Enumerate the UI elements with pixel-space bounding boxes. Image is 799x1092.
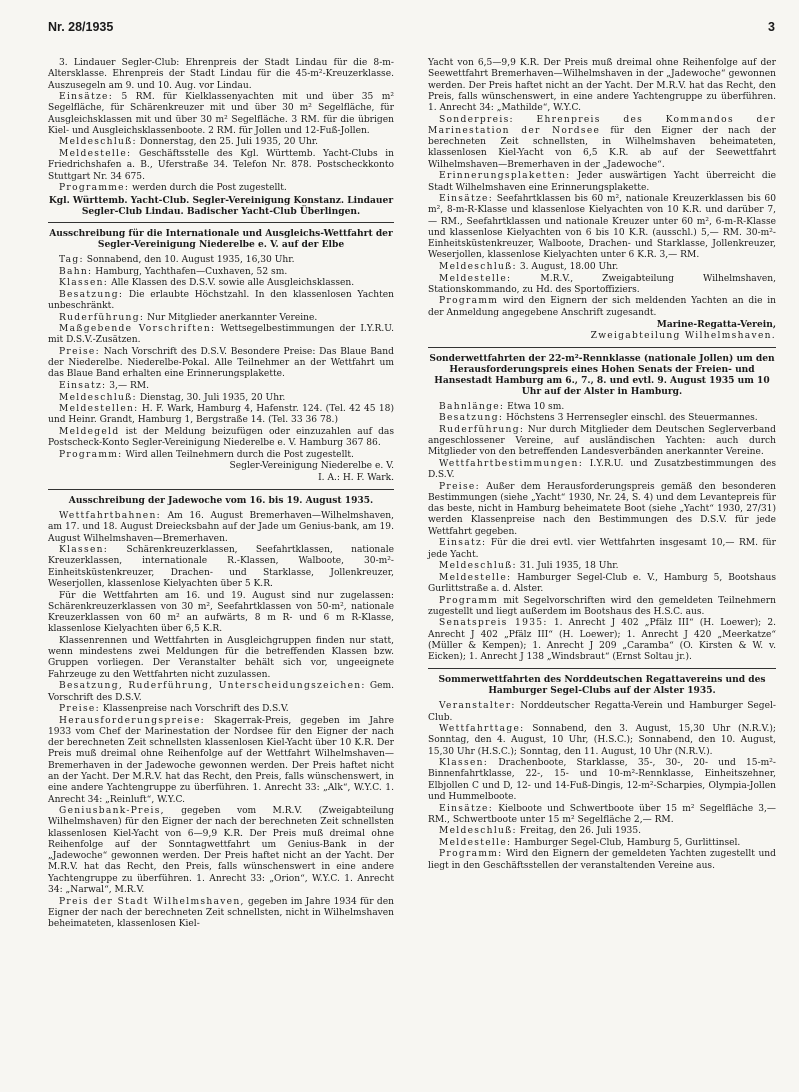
paragraph-text: Klassenpreise nach Vorschrift des D.S.V. [99, 704, 289, 715]
paragraph-text: I.Y.R.U. und Zusatzbestimmungen des D.S.V. [428, 458, 776, 481]
paragraph-label: Preise: [59, 704, 100, 715]
paragraph [48, 511, 394, 545]
paragraph-text: gegeben im Jahre 1934 für den Eigner der nach der berechneten Zeit schnellsten, nicht in Wilhelmshaven beheimateten, klassenlosen Kiel- [48, 896, 394, 930]
paragraph [48, 137, 394, 148]
paragraph [48, 461, 394, 472]
paragraph-text: 3,— RM. [106, 381, 150, 392]
paragraph [48, 267, 394, 278]
paragraph-text: Wird allen Teilnehmern durch die Post zugestellt. [122, 449, 354, 460]
lindau-section [48, 58, 394, 217]
paragraph [48, 681, 394, 704]
paragraph-label: Klassen: [59, 278, 109, 289]
paragraph-label: Preise: [439, 481, 480, 492]
paragraph [48, 313, 394, 324]
issue-number: Nr. 28/1935 [48, 20, 114, 34]
paragraph-label: Besatzung, Ruderführung, Unterscheidungszeichen: [59, 681, 366, 692]
paragraph-label: Meldegeld [59, 426, 120, 437]
page-number: 3 [768, 20, 775, 34]
paragraph [428, 596, 776, 619]
paragraph [428, 58, 776, 114]
elbe-section [48, 255, 394, 484]
paragraph [48, 58, 394, 92]
paragraph-text: werden durch die Post zugestellt. [129, 183, 287, 194]
paragraph-text: 5 RM. für Kielklassenyachten mit und über 35 m² Segelfläche, für Schärenkreuzer mit und über 30 m² Segelfläche, für Ausgleichsklassen mit und über 30 m² Segelfläche. 3 RM. für die übrigen Kiel- und Ausgleichsklassenboote. 2 RM. für Jollen und 12-Fuß-Jollen. [48, 92, 394, 136]
paragraph [428, 724, 776, 758]
paragraph-label: Besatzung: [439, 413, 504, 424]
paragraph-text: Die erlaubte Höchstzahl. In den klassenlosen Yachten unbeschränkt. [48, 289, 394, 311]
paragraph-label: Meldestellen: [59, 404, 139, 415]
paragraph-text: Am 16. August Bremerhaven—Wilhelmshaven, am 17. und 18. August Dreiecksbahn auf der Jade um Genius-bank, am 19. August Wilhelmshaven—Bremerhaven. [48, 511, 394, 544]
paragraph [428, 804, 776, 827]
paragraph-text: Sonnabend, den 10. August 1935, 16,30 Uhr. [83, 255, 295, 266]
paragraph-label: Senatspreis 1935: [439, 618, 548, 629]
paragraph-label: Geniusbank-Preis, [59, 806, 165, 817]
paragraph-label: Einsätze: [59, 92, 114, 103]
paragraph [428, 849, 776, 872]
paragraph-label: Einsätze: [439, 803, 494, 814]
paragraph-text: Marine-Regatta-Verein, [656, 319, 776, 331]
sonder-title: Sonderwettfahrten der 22-m²-Rennklasse (nationale Jollen) um den Herausforderungspreis eines Hohen Senats der Freien- und Hansestadt Hamburg am 6., 7., 8. und evtl. 9. August 1935 um 10 Uhr auf der Alster in Hamburg. [429, 353, 775, 397]
paragraph [48, 636, 394, 681]
paragraph-text: Skagerrak-Preis, gegeben im Jahre 1933 vom Chef der Marinestation der Nordsee für den Eigner der nach der berechneten Zeit schnellsten klassenlosen Kiel-Yacht über 10 K.R. Der Preis muß dreimal ohne Reihenfolge auf der Wettfahrt Wilhelmshaven—Bremerhaven in der Jadewoche gewonnen werden. Der Preis haftet nicht an der Yacht. Der M.R.V. hat das Recht, den Preis, falls wünschenswert, in eine andere Yachtengruppe zu überführen. 1. Anrecht 33: „Alk“, W.Y.C. 1. Anrecht 34: „Reinluft“, W.Y.C. [48, 715, 394, 805]
paragraph [428, 319, 776, 330]
paragraph [428, 262, 776, 273]
paragraph [428, 482, 776, 538]
paragraph [428, 701, 776, 724]
paragraph [48, 393, 394, 404]
paragraph-label: Meldeschluß: [59, 392, 137, 403]
paragraph-text: Kgl. Württemb. Yacht-Club. Segler-Vereinigung Konstanz. Lindauer Segler-Club Lindau. Badischer Yacht-Club Überlingen. [48, 194, 394, 217]
elbe-title: Ausschreibung für die Internationale und Ausgleichs-Wettfahrt der Segler-Vereinigung Niederelbe e. V. auf der Elbe [49, 228, 393, 251]
paragraph [428, 618, 776, 663]
paragraph-text: Geschäftsstelle des Kgl. Württemb. Yacht-Clubs in Friedrichshafen a. B., Uferstraße 34. Telefon Nr. 878. Postscheckkonto Stuttgart Nr. 34 675. [48, 149, 394, 182]
paragraph [48, 545, 394, 590]
paragraph-text: Drachenboote, Starklasse, 35-, 30-, 20- und 15-m²-Binnenfahrtklasse, 22-, 15- und 10-m²-Rennklasse, Einheitszehner, Elbjollen C und D, 12- und 14-Fuß-Dingis, 12-m²-Scharpies, Olympia-Jollen und Hummelboote. [428, 758, 776, 802]
section-divider [48, 222, 394, 223]
paragraph [428, 425, 776, 459]
paragraph [48, 278, 394, 289]
paragraph-label: Preis der Stadt Wilhelmshaven, [59, 896, 245, 907]
paragraph [48, 324, 394, 347]
paragraph [48, 92, 394, 137]
paragraph [428, 331, 776, 342]
section-divider [428, 347, 776, 348]
paragraph [428, 826, 776, 837]
paragraph-text: Norddeutscher Regatta-Verein und Hamburger Segel-Club. [428, 701, 776, 723]
paragraph-text: Für die drei evtl. vier Wettfahrten insgesamt 10,— RM. für jede Yacht. [428, 538, 776, 560]
paragraph-text: M.R.V., Zweigabteilung Wilhelmshaven, Stationskommando, zu Hd. des Sportoffiziers. [428, 273, 776, 295]
paragraph-text: ist der Meldung beizufügen oder einzuzahlen auf das Postscheck-Konto Segler-Vereinigung Niederelbe e. V. Hamburg 367 86. [48, 426, 394, 449]
paragraph-text: Freitag, den 26. Juli 1935. [516, 826, 641, 837]
paragraph-text: Wettsegelbestimmungen der I.Y.R.U. mit D.S.V.-Zusätzen. [48, 324, 394, 346]
paragraph-text: Nach Vorschrift des D.S.V. Besondere Preise: Das Blaue Band der Niederelbe. Niederelbe-Pokal. Alle Teilnehmer an der Wettfahrt um das Blaue Band erhalten eine Erinnerungsplakette. [48, 346, 394, 380]
paragraph-label: Einsatz: [439, 538, 487, 549]
paragraph [48, 897, 394, 931]
paragraph-label: Wettfahrttage: [439, 724, 525, 735]
paragraph-text: Alle Klassen des D.S.V. sowie alle Ausgleichsklassen. [108, 278, 355, 289]
paragraph-text: 3. Lindauer Segler-Club: Ehrenpreis der Stadt Lindau für die 8-m-Altersklasse. Ehrenpreis der Stadt Lindau für die 45-m²-Kreuzerklasse. Auszusegeln am 9. und 10. Aug. vor Lindau. [48, 58, 394, 91]
paragraph [48, 183, 394, 194]
paragraph-text: Gem. Vorschrift des D.S.V. [48, 681, 394, 703]
paragraph-text: 1. Anrecht J 402 „Pfälz III“ (H. Loewer); 2. Anrecht J 402 „Pfälz III“ (H. Loewer); 1. Anrecht J 420 „Meerkatze“ (Müller & Kempen); 1. Anrecht J 209 „Caramba“ (O. Kirsten & W. v. Eicken); 1. Anrecht J 138 „Windsbraut“ (Ernst Soltau jr.). [428, 618, 776, 663]
left-column [48, 58, 394, 931]
paragraph-text: Zweigabteilung Wilhelmshaven. [590, 330, 776, 341]
paragraph-label: Herausforderungspreise: [59, 715, 206, 726]
paragraph-text: Seefahrtklassen bis 60 m², nationale Kreuzerklassen bis 60 m², 8-m-R-Klasse und klassenlose Kielyachten von 10 K.R. und darüber 7,— RM., Seefahrtklassen und nationale Kreuzer unter 60 m², 6-m-R-Klasse und klassenlose Kielyachten von 6 bis 10 K.R. (ausschl.) 5,— RM. 30-m²-Einheitsküstenkreuzer, Walboote, Drachen- und Starklasse, Jollenkreuzer, Weserjollen, klassenlose Kielyachten unter 6 K.R. 3,— RM. [428, 194, 776, 261]
paragraph-text: I. A.: H. F. Wark. [318, 472, 394, 483]
paragraph-label: Maßgebende Vorschriften: [59, 324, 216, 335]
paragraph-text: Kielboote und Schwertboote über 15 m² Segelfläche 3,— RM., Schwertboote unter 15 m² Segelfläche 2,— RM. [428, 803, 776, 825]
jade-continued-section [428, 58, 776, 342]
paragraph [428, 194, 776, 262]
paragraph [428, 296, 776, 319]
paragraph [48, 591, 394, 636]
section-divider [428, 668, 776, 669]
paragraph-text: Für die Wettfahrten am 16. und 19. August sind nur zugelassen: Schärenkreuzerklassen von 30 m², Seefahrtklassen von 50-m², nationale Kreuzerklassen von 60 m² an aufwärts, 8 m R- und 6 m R-Klasse, klassenlose Kielyachten über 6,5 K.R. [48, 590, 394, 635]
paragraph-text: Yacht von 6,5—9,9 K.R. Der Preis muß dreimal ohne Reihenfolge auf der Seewettfahrt Bremerhaven—Wilhelmshaven in der „Jadewoche“ gewonnen werden. Der Preis haftet nicht an der Yacht. Der M.R.V. hat das Recht, den Preis, falls wünschenswert, in eine andere Yachtengruppe zu überführen. 1. Anrecht 34: „Mathilde“, W.Y.C. [428, 58, 776, 114]
paragraph [48, 716, 394, 806]
paragraph [428, 838, 776, 849]
paragraph [48, 149, 394, 183]
paragraph-label: Meldeschluß: [439, 561, 517, 572]
paragraph-text: mit Segelvorschriften wird den gemeldeten Teilnehmern zugestellt und liegt außerdem im Bootshaus des H.S.C. aus. [428, 595, 776, 617]
paragraph-text: Segler-Vereinigung Niederelbe e. V. [229, 461, 394, 472]
paragraph [48, 347, 394, 381]
paragraph [428, 573, 776, 596]
paragraph-text: Nur durch Mitglieder dem Deutschen Seglerverband angeschlossener Vereine, auf ausländischen Yachten: auch durch Mitglieder von den betreffenden Landesverbänden anerkannter Vereine. [428, 424, 776, 458]
paragraph-text: 3. August, 18.00 Uhr. [516, 261, 619, 272]
paragraph-label: Programme: [59, 183, 130, 194]
sommer-title: Sommerwettfahrten des Norddeutschen Regattavereins und des Hamburger Segel-Clubs auf der Alster 1935. [438, 674, 766, 697]
paragraph-text: Schärenkreuzerklassen, Seefahrtklassen, nationale Kreuzerklassen, internationale R.-Klassen, Walboote, 30-m²-Einheitsküstenkreuzer, Drachen- und Starklasse, Jollenkreuzer, Weserjollen, klassenlose Kielyachten über 5 K.R. [48, 545, 394, 589]
paragraph-text: Hamburg, Yachthafen—Cuxhaven, 52 sm. [92, 266, 288, 277]
paragraph-text: Jeder auswärtigen Yacht überreicht die Stadt Wilhelmshaven eine Erinnerungsplakette. [428, 171, 776, 193]
paragraph-label: Ruderführung: [59, 312, 145, 323]
paragraph [428, 538, 776, 561]
paragraph-label: Programm: [439, 849, 503, 860]
paragraph-label: Einsätze: [439, 194, 494, 205]
paragraph-text: Dienstag, 30. Juli 1935, 20 Uhr. [136, 392, 286, 403]
paragraph [428, 115, 776, 171]
paragraph-label: Veranstalter: [439, 701, 516, 712]
paragraph-label: Preise: [59, 346, 100, 357]
paragraph [48, 255, 394, 266]
jade-section [48, 511, 394, 930]
paragraph [48, 427, 394, 450]
sommer-section [428, 701, 776, 872]
paragraph [428, 758, 776, 803]
paragraph [48, 473, 394, 484]
paragraph-label: Meldeschluß: [439, 261, 517, 272]
paragraph-text: Donnerstag, den 25. Juli 1935, 20 Uhr. [136, 137, 319, 148]
paragraph-text: für den Eigner der nach der berechneten Zeit schnellsten, in Wilhelmshaven beheimateten, klassenlosen Kiel-Yacht von 6,5 K.R. ab auf der Seewettfahrt Wilhelmshaven—Bremerhaven in der „Jadewoche“. [428, 125, 776, 170]
paragraph-label: Erinnerungsplaketten: [439, 171, 571, 182]
paragraph-label: Meldeschluß: [439, 826, 517, 837]
paragraph-label: Programm [439, 595, 499, 606]
paragraph [48, 806, 394, 896]
paragraph-label: Klassen: [59, 545, 109, 556]
paragraph-label: Wettfahrtbahnen: [59, 511, 161, 522]
paragraph [428, 402, 776, 413]
paragraph-label: Einsatz: [59, 381, 107, 392]
paragraph [428, 459, 776, 482]
paragraph-label: Meldestelle: [439, 273, 512, 284]
paragraph-label: Ruderführung: [439, 424, 525, 435]
paragraph-text: Außer dem Herausforderungspreis gemäß den besonderen Bestimmungen (siehe „Yacht“ 1930, Nr. 24, S. 4) und dem Levantepreis für das beste, nicht in Hamburg beheimatete Boot (siehe „Yacht“ 1930, 27/31) werden Klassenpreise nach den Bestimmungen des D.S.V. für jede Wettfahrt gegeben. [428, 481, 776, 537]
paragraph-label: Klassen: [439, 758, 489, 769]
right-column [428, 58, 776, 872]
paragraph-label: Bahn: [59, 266, 93, 277]
paragraph-text: H. F. Wark, Hamburg 4, Hafenstr. 124. (Tel. 42 45 18) und Heinr. Grandt, Hamburg 1, Bergstraße 14. (Tel. 33 36 78.) [48, 404, 394, 426]
paragraph-label: Sonderpreis: Ehrenpreis des Kommandos der Marinestation der Nordsee [428, 114, 776, 136]
section-divider [48, 489, 394, 490]
sonder-section [428, 402, 776, 664]
paragraph-label: Meldestelle: [59, 149, 132, 160]
paragraph [428, 171, 776, 194]
paragraph-label: Meldestelle: [439, 572, 512, 583]
paragraph [428, 274, 776, 297]
paragraph-text: Klassenrennen und Wettfahrten in Ausgleichgruppen finden nur statt, wenn mindestens zwei Meldungen für die betreffenden Klassen bzw. Gruppen vorliegen. Der Veranstalter behält sich vor, ungeeignete Fahrzeuge zu den Wettfahrten nicht zuzulassen. [48, 635, 394, 680]
paragraph-label: Meldeschluß: [59, 137, 137, 148]
paragraph-text: Wird den Eignern der gemeldeten Yachten zugestellt und liegt in den Geschäftsstellen der veranstaltenden Vereine aus. [428, 849, 776, 871]
paragraph-text: Etwa 10 sm. [504, 401, 565, 412]
paragraph [48, 704, 394, 715]
paragraph-text: gegeben vom M.R.V. (Zweigabteilung Wilhelmshaven) für den Eigner der nach der berechneten Zeit schnellsten klassenlosen Kiel-Yacht von 6—9,9 K.R. Der Preis muß dreimal ohne Reihenfolge auf der Sonntagwettfahrt um Genius-Bank in der „Jadewoche“ gewonnen werden. Der Preis haftet nicht an der Yacht. Der M.R.V. hat das Recht, den Preis, falls wünschenswert in eine andere Yachtengruppe zu überführen. 1. Anrecht 33: „Orion“, W.Y.C. 1. Anrecht 34: „Narwal“, M.R.V. [48, 806, 394, 895]
paragraph-text: wird den Eignern der sich meldenden Yachten an die in der Anmeldung angegebene Anschrift zugesandt. [428, 296, 776, 318]
paragraph-label: Tag: [59, 255, 84, 266]
paragraph-label: Wettfahrtbestimmungen: [439, 458, 584, 469]
paragraph-label: Meldestelle: [439, 837, 512, 848]
paragraph-text: Höchstens 3 Herrensegler einschl. des Steuermannes. [503, 413, 758, 424]
paragraph [428, 413, 776, 424]
paragraph [48, 195, 394, 218]
paragraph [48, 450, 394, 461]
paragraph [48, 290, 394, 313]
paragraph-label: Programm: [59, 449, 123, 460]
paragraph-label: Besatzung: [59, 289, 124, 300]
paragraph [428, 561, 776, 572]
paragraph-text: Sonnabend, den 3. August, 15,30 Uhr (N.R.V.); Sonntag, den 4. August, 10 Uhr, (H.S.C.); Sonnabend, den 10. August, 15,30 Uhr (H.S.C.); Sonntag, den 11. August, 10 Uhr (N.R.V.). [428, 724, 776, 757]
paragraph [48, 404, 394, 427]
paragraph-text: Hamburger Segel-Club, Hamburg 5, Gurlittinsel. [511, 837, 741, 848]
paragraph-label: Programm [439, 296, 499, 307]
paragraph [48, 381, 394, 392]
paragraph-text: Nur Mitglieder anerkannter Vereine. [144, 312, 318, 323]
paragraph-text: Hamburger Segel-Club e. V., Hamburg 5, Bootshaus Gurlittstraße a. d. Alster. [428, 572, 776, 594]
paragraph-text: 31. Juli 1935, 18 Uhr. [516, 561, 619, 572]
paragraph-label: Bahnlänge: [439, 401, 505, 412]
jade-title: Ausschreibung der Jadewoche vom 16. bis 19. August 1935. [68, 495, 374, 507]
